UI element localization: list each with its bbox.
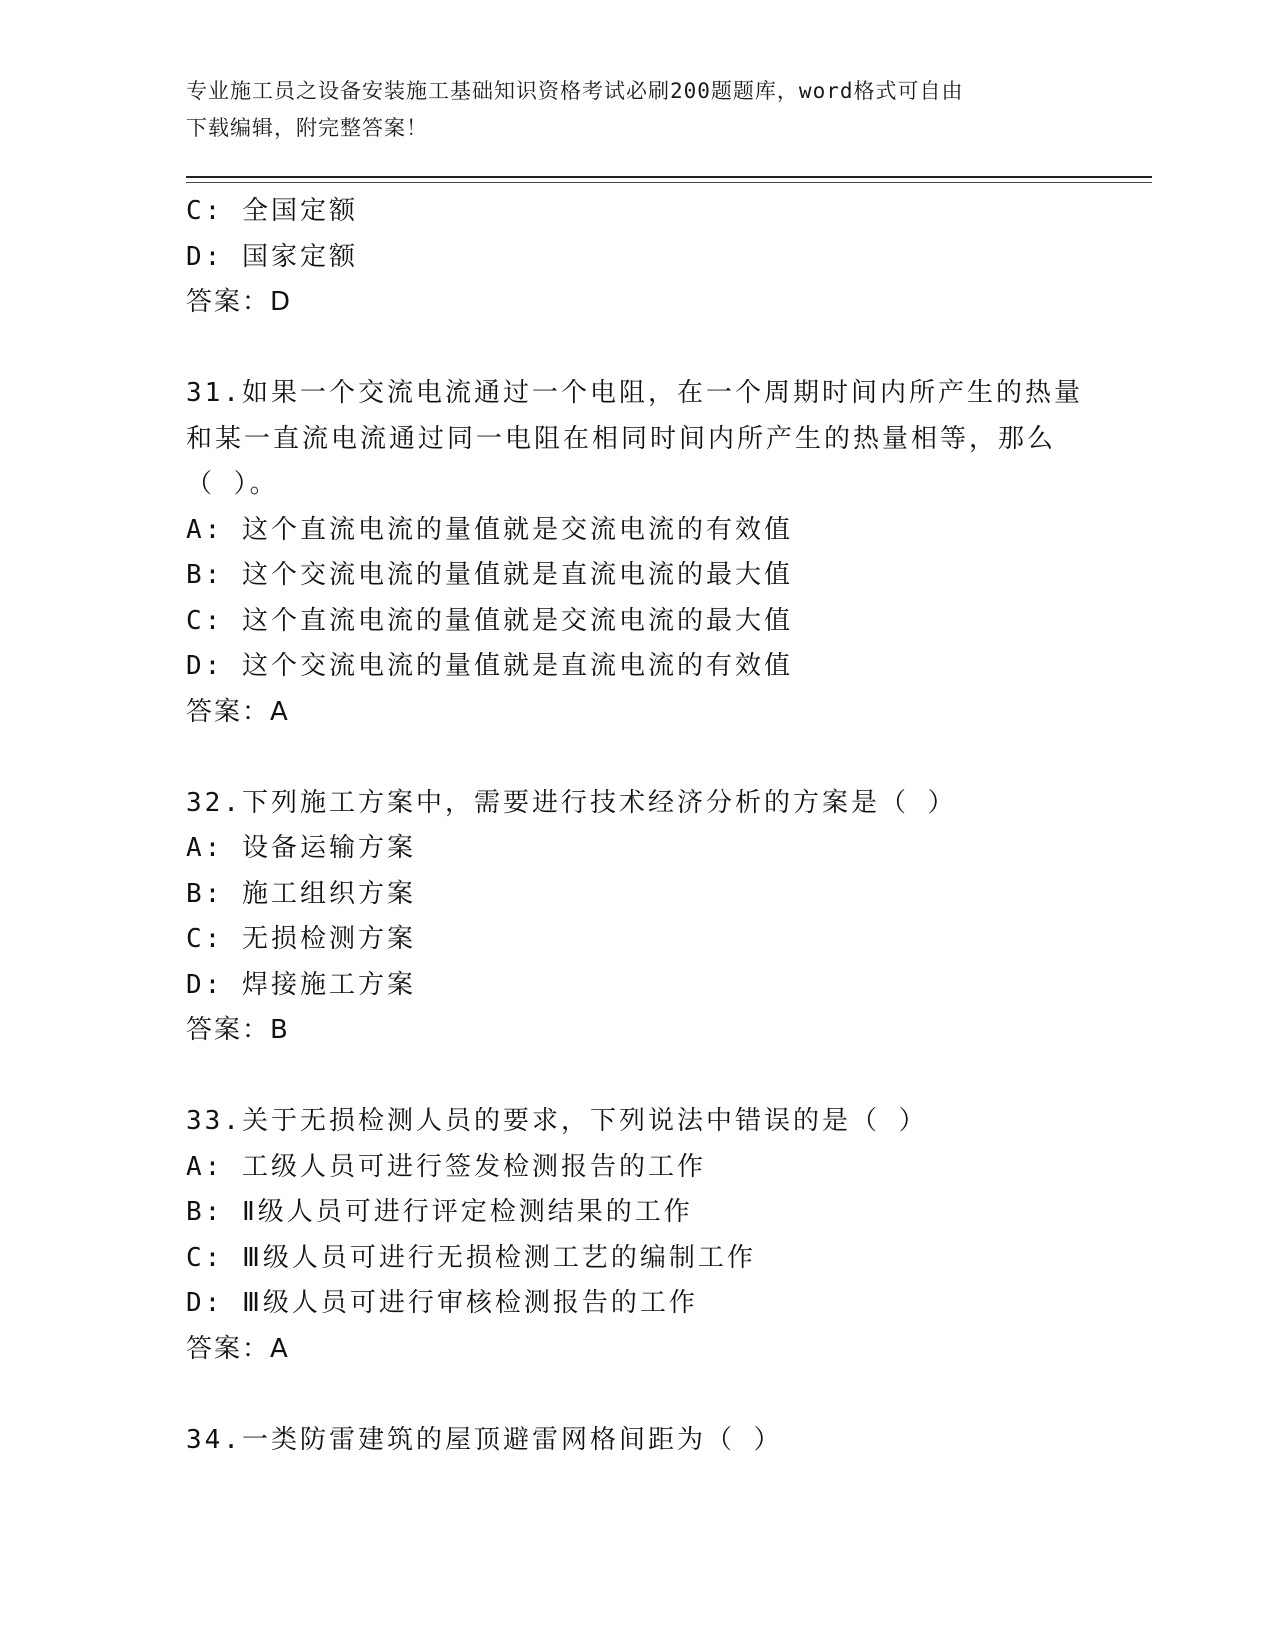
header-line-2: 下载编辑，附完整答案！ [186,116,428,140]
header-divider-thin [186,182,1152,183]
option-c: C: 无损检测方案 [186,924,416,954]
question-31 [186,371,1086,735]
previous-question-tail [186,189,1086,326]
question-stem: 34.一类防雷建筑的屋顶避雷网格间距为（ ） [186,1424,783,1455]
option-d: D: 国家定额 [186,241,358,272]
answer-line: 答案：D [186,287,293,317]
option-a: A: 设备运输方案 [186,833,416,863]
option-a: A: 这个直流电流的量值就是交流电流的有效值 [186,514,793,545]
answer-line: 答案：B [186,1015,290,1045]
option-b: B: Ⅱ级人员可进行评定检测结果的工作 [186,1197,693,1227]
question-stem: 33.关于无损检测人员的要求，下列说法中错误的是（ ） [186,1106,928,1136]
option-b: B: 这个交流电流的量值就是直流电流的最大值 [186,560,793,590]
document-body [186,189,1086,1463]
spacer [186,326,1086,372]
question-33 [186,1099,1086,1372]
answer-line: 答案：A [186,1333,290,1364]
document-header [186,73,1066,147]
option-c: C: 全国定额 [186,196,358,226]
header-divider-thick [186,176,1152,178]
option-a: A: 工级人员可进行签发检测报告的工作 [186,1151,706,1182]
question-stem: 32.下列施工方案中，需要进行技术经济分析的方案是（ ） [186,787,957,818]
question-stem: （ ）。 [186,469,279,499]
option-c: C: 这个直流电流的量值就是交流电流的最大值 [186,605,793,636]
option-c: C: Ⅲ级人员可进行无损检测工艺的编制工作 [186,1242,756,1273]
spacer [186,735,1086,781]
question-34 [186,1418,1086,1464]
header-line-1: 专业施工员之设备安装施工基础知识资格考试必刷200题题库，word格式可自由 [186,79,964,103]
question-stem: 31.如果一个交流电流通过一个电阻，在一个周期时间内所产生的热量 [186,378,1083,408]
answer-line: 答案：A [186,696,290,727]
option-d: D: 这个交流电流的量值就是直流电流的有效值 [186,651,793,681]
question-32 [186,781,1086,1054]
option-d: D: Ⅲ级人员可进行审核检测报告的工作 [186,1288,698,1318]
option-d: D: 焊接施工方案 [186,969,416,1000]
spacer [186,1372,1086,1418]
question-stem: 和某一直流电流通过同一电阻在相同时间内所产生的热量相等，那么 [186,423,1057,454]
spacer [186,1054,1086,1100]
option-b: B: 施工组织方案 [186,878,416,909]
